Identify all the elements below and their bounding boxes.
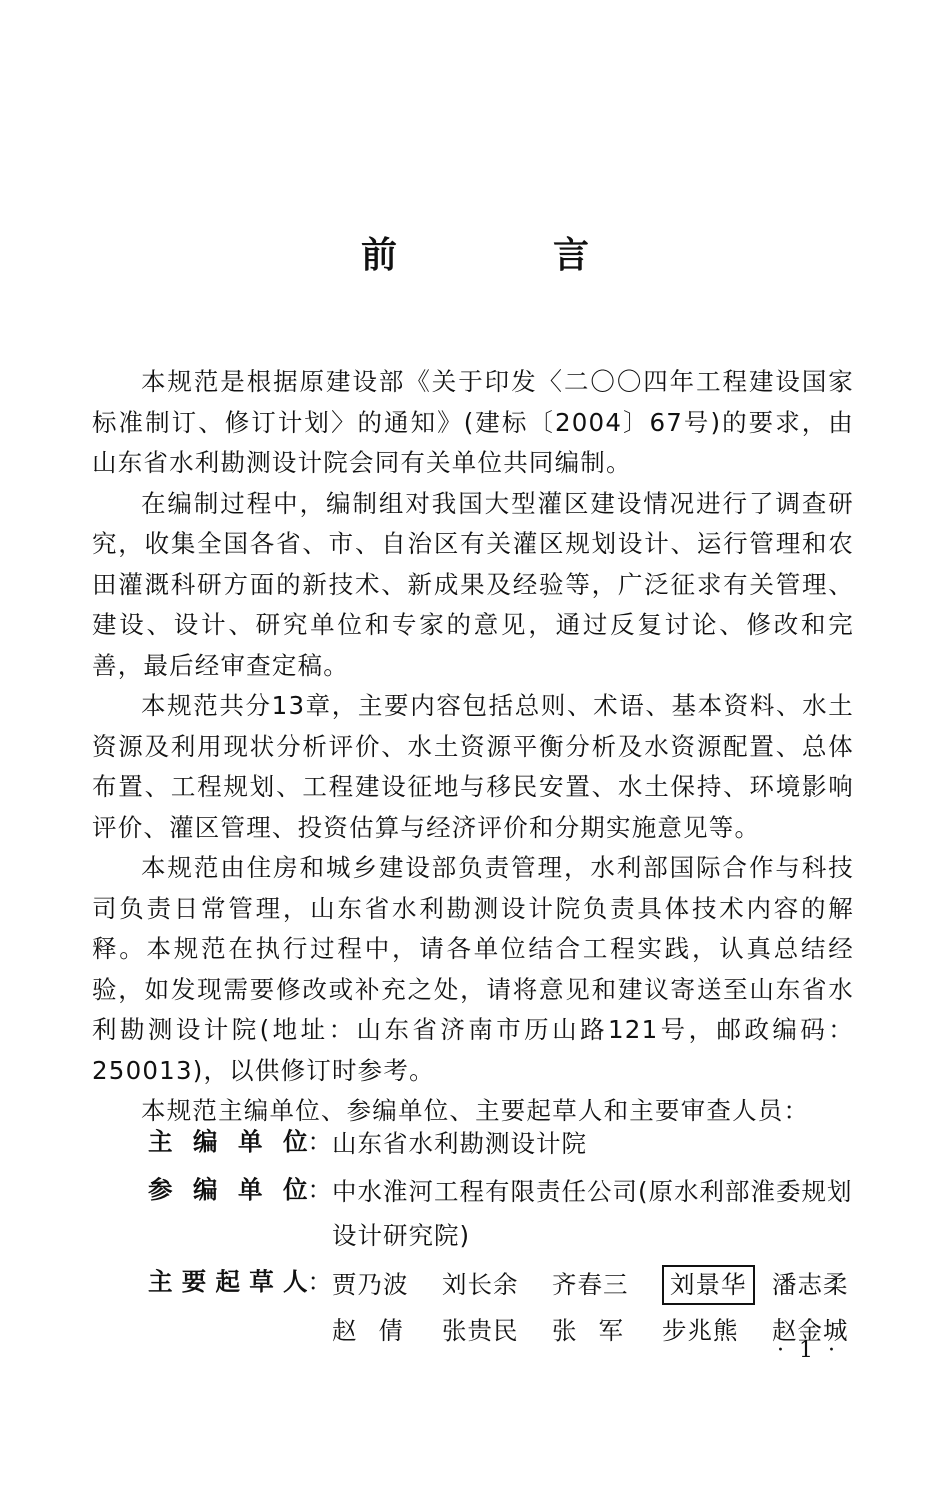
drafter-name: 张贵民 [442,1316,519,1345]
drafter-name: 齐春三 [552,1270,629,1299]
drafter-name: 贾乃波 [332,1270,409,1299]
drafter-name: 赵倩 [332,1316,425,1345]
paragraph-3: 本规范共分13章，主要内容包括总则、术语、基本资料、水土资源及利用现状分析评价、水土资源平衡分析及水资源配置、总体布置、工程规划、工程建设征地与移民安置、水土保持、环境影响评价、灌区管理、投资估算与经济评价和分期实施意见等。 [92,691,854,842]
drafter-name: 刘长余 [442,1270,519,1299]
participating-unit-value: 中水淮河工程有限责任公司(原水利部淮委规划设计研究院) [332,1177,853,1250]
colon: ： [307,1175,332,1204]
paragraph-5: 本规范主编单位、参编单位、主要起草人和主要审查人员： [141,1096,810,1125]
preface-body [92,362,854,1132]
page-number: · 1 · [777,1338,839,1363]
paragraph-2: 在编制过程中，编制组对我国大型灌区建设情况进行了调查研究，收集全国各省、市、自治区有关灌区规划设计、运行管理和农田灌溉科研方面的新技术、新成果及经验等，广泛征求有关管理、建设、设计、研究单位和专家的意见，通过反复讨论、修改和完善，最后经审查定稿。 [92,488,854,680]
drafter-name: 张军 [552,1316,645,1345]
drafter-name: 步兆熊 [662,1316,739,1345]
drafter-name: 潘志柔 [772,1270,849,1299]
paragraph-1: 本规范是根据原建设部《关于印发〈二〇〇四年工程建设国家标准制订、修订计划〉的通知》(建标〔2004〕67号)的要求，由山东省水利勘测设计院会同有关单位共同编制。 [92,367,854,477]
drafter-name: 赵金城 [772,1316,849,1345]
drafters-row [148,1262,858,1354]
participating-unit-label: 参编单位 [148,1175,308,1204]
chief-unit-label: 主编单位 [148,1127,308,1156]
colon: ： [307,1127,332,1156]
chief-unit-value: 山东省水利勘测设计院 [332,1129,587,1158]
chief-unit-row [148,1122,858,1166]
drafter-name-boxed: 刘景华 [662,1262,772,1308]
participating-unit-row [148,1170,858,1258]
drafters-label: 主要起草人 [148,1267,308,1296]
colon: ： [307,1267,332,1296]
paragraph-4: 本规范由住房和城乡建设部负责管理，水利部国际合作与科技司负责日常管理，山东省水利勘测设计院负责具体技术内容的解释。本规范在执行过程中，请各单位结合工程实践，认真总结经验，如发现需要修改或补充之处，请将意见和建议寄送至山东省水利勘测设计院(地址：山东省济南市历山路121号，邮政编码：250013)，以供修订时参考。 [92,853,854,1085]
credits-section [148,1122,858,1358]
page-title: 前 言 [360,235,649,276]
